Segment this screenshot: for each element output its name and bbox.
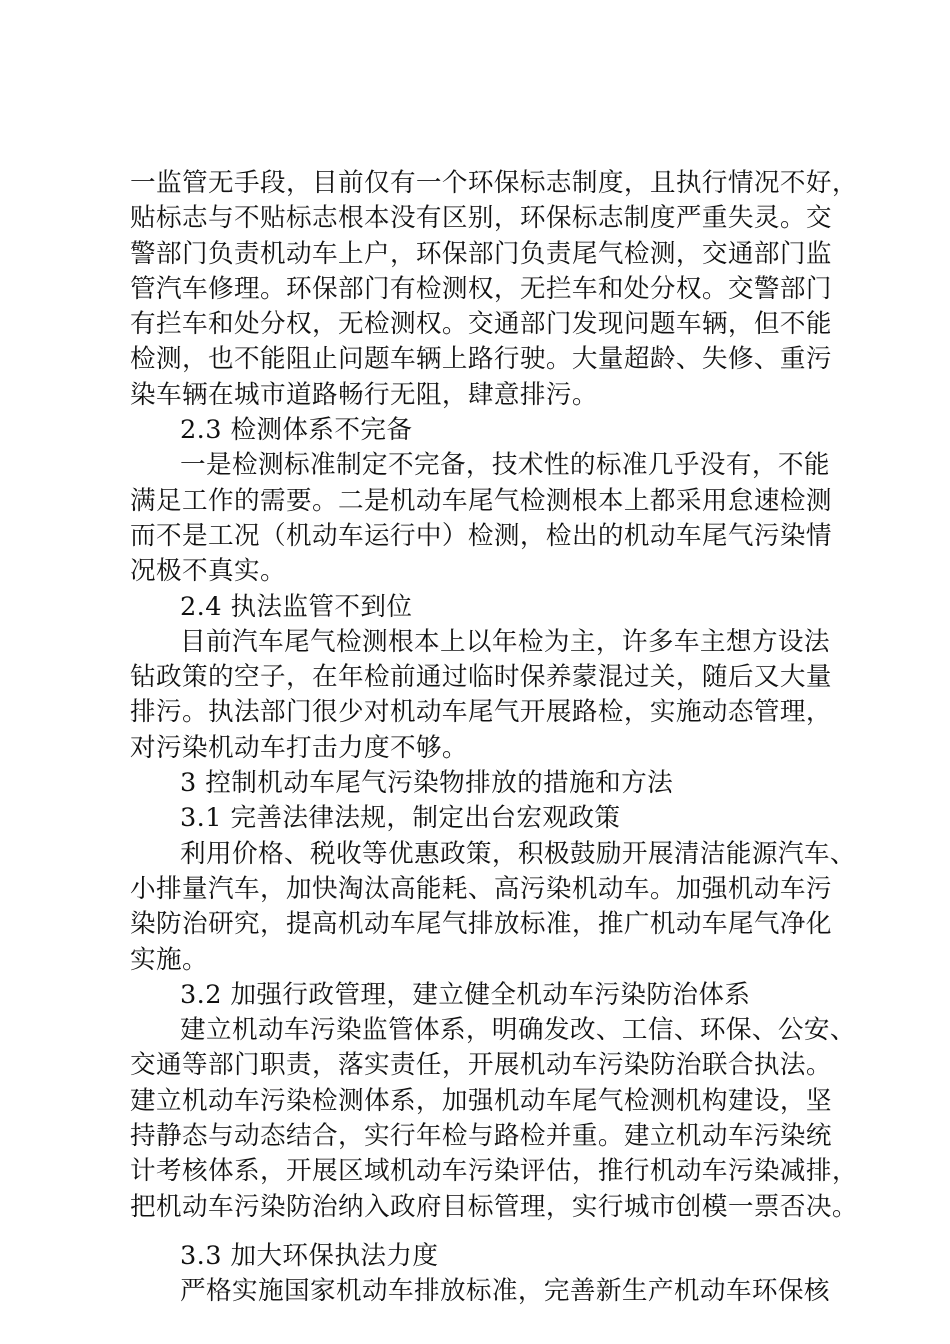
paragraph-line: 实施。 bbox=[130, 944, 208, 975]
body-paragraph bbox=[130, 1274, 830, 1309]
paragraph-line: 贴标志与不贴标志根本没有区别，环保标志制度严重失灵。交 bbox=[130, 203, 832, 234]
body-paragraph bbox=[130, 166, 858, 413]
document-page bbox=[130, 166, 858, 1310]
paragraph-line: 建立机动车污染监管体系，明确发改、工信、环保、公安、 bbox=[180, 1015, 856, 1046]
paragraph-line: 建立机动车污染检测体系，加强机动车尾气检测机构建设，坚 bbox=[130, 1085, 832, 1116]
paragraph-line: 排污。执法部门很少对机动车尾气开展路检，实施动态管理， bbox=[130, 697, 832, 728]
paragraph-line: 利用价格、税收等优惠政策，积极鼓励开展清洁能源汽车、 bbox=[180, 838, 856, 869]
body-paragraph bbox=[130, 625, 832, 766]
body-paragraph bbox=[130, 837, 856, 978]
paragraph-line: 计考核体系，开展区域机动车污染评估，推行机动车污染减排， bbox=[130, 1156, 858, 1187]
paragraph-line: 况极不真实。 bbox=[130, 556, 286, 587]
paragraph-line: 一监管无手段，目前仅有一个环保标志制度，且执行情况不好， bbox=[130, 168, 858, 198]
paragraph-line: 持静态与动态结合，实行年检与路检并重。建立机动车污染统 bbox=[130, 1121, 832, 1152]
section-heading bbox=[130, 978, 826, 1013]
paragraph-line: 小排量汽车，加快淘汰高能耗、高污染机动车。加强机动车污 bbox=[130, 873, 832, 904]
body-paragraph bbox=[130, 1013, 858, 1225]
paragraph-line: 管汽车修理。环保部门有检测权，无拦车和处分权。交警部门 bbox=[130, 273, 832, 304]
heading-text: 2.4 执法监管不到位 bbox=[180, 591, 413, 622]
paragraph-line: 有拦车和处分权，无检测权。交通部门发现问题车辆，但不能 bbox=[130, 309, 832, 340]
body-paragraph bbox=[130, 448, 832, 589]
paragraph-spacer bbox=[130, 1225, 826, 1239]
paragraph-line: 交通等部门职责，落实责任，开展机动车污染防治联合执法。 bbox=[130, 1050, 832, 1081]
section-heading bbox=[130, 590, 826, 625]
heading-text: 3.1 完善法律法规，制定出台宏观政策 bbox=[180, 803, 621, 834]
paragraph-line: 目前汽车尾气检测根本上以年检为主，许多车主想方设法 bbox=[180, 626, 830, 657]
paragraph-line: 染防治研究，提高机动车尾气排放标准，推广机动车尾气净化 bbox=[130, 909, 832, 940]
section-heading bbox=[130, 766, 826, 801]
section-heading bbox=[130, 413, 826, 448]
section-heading bbox=[130, 801, 826, 836]
heading-text: 3.3 加大环保执法力度 bbox=[180, 1240, 439, 1271]
section-heading bbox=[130, 1239, 826, 1274]
paragraph-line: 对污染机动车打击力度不够。 bbox=[130, 732, 468, 763]
paragraph-line: 一是检测标准制定不完备，技术性的标准几乎没有，不能 bbox=[180, 450, 830, 481]
paragraph-line: 染车辆在城市道路畅行无阻，肆意排污。 bbox=[130, 379, 598, 410]
paragraph-line: 而不是工况（机动车运行中）检测，检出的机动车尾气污染情 bbox=[130, 520, 832, 551]
paragraph-line: 检测，也不能阻止问题车辆上路行驶。大量超龄、失修、重污 bbox=[130, 344, 832, 375]
paragraph-line: 把机动车污染防治纳入政府目标管理，实行城市创模一票否决。 bbox=[130, 1191, 858, 1222]
heading-text: 2.3 检测体系不完备 bbox=[180, 415, 413, 446]
paragraph-line: 满足工作的需要。二是机动车尾气检测根本上都采用怠速检测 bbox=[130, 485, 832, 516]
paragraph-line: 警部门负责机动车上户，环保部门负责尾气检测，交通部门监 bbox=[130, 238, 832, 269]
heading-text: 3.2 加强行政管理，建立健全机动车污染防治体系 bbox=[180, 979, 751, 1010]
paragraph-line: 钻政策的空子，在年检前通过临时保养蒙混过关，随后又大量 bbox=[130, 662, 832, 693]
heading-text: 3 控制机动车尾气污染物排放的措施和方法 bbox=[180, 768, 674, 799]
paragraph-line: 严格实施国家机动车排放标准，完善新生产机动车环保核 bbox=[180, 1276, 830, 1307]
